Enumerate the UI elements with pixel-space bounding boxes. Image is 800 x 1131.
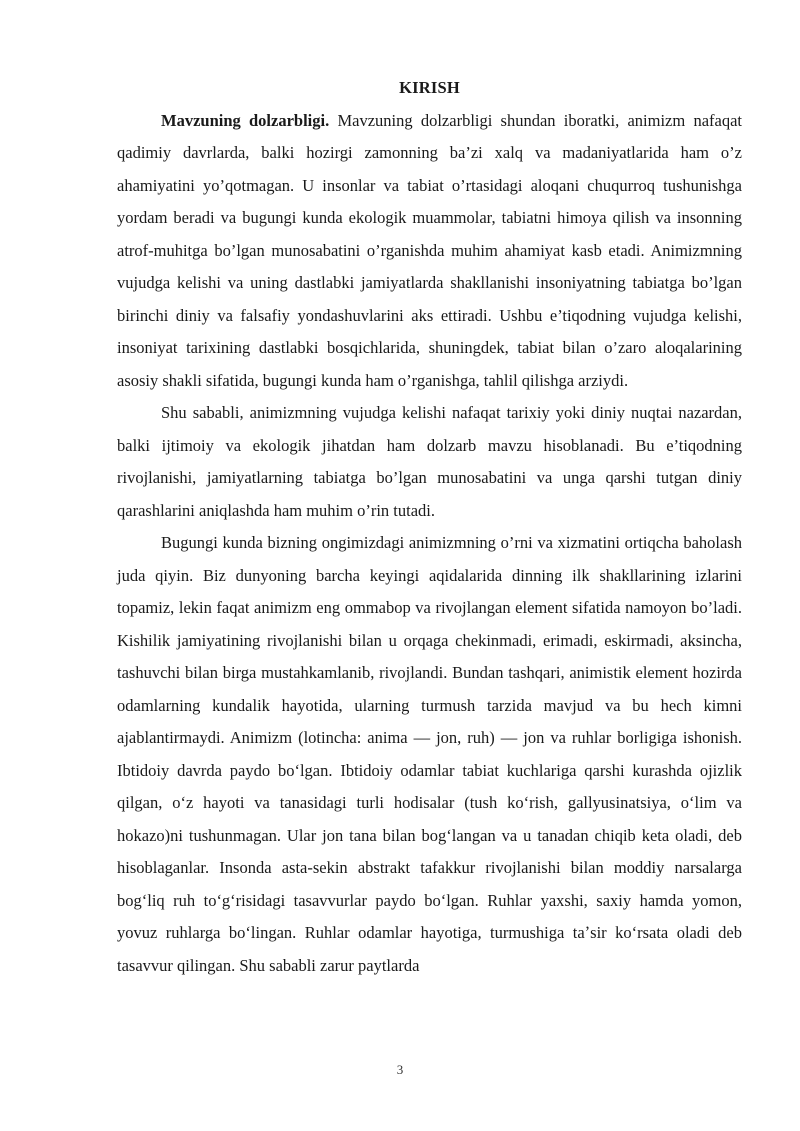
paragraph-text: Shu sababli, animizmning vujudga kelishi nafaqat tarixiy yoki diniy nuqtai nazardan, balki ijtimoiy va ekologik jihatdan ham dolzarb mavzu hisoblanadi. Bu e’tiqodning rivojlanishi, jamiyatlarning tabiatga bo’lgan munosabatini va unga qarshi tutgan diniy qarashlarini aniqlashda ham muhim o’rin tutadi. bbox=[117, 403, 742, 520]
section-title: KIRISH bbox=[399, 78, 460, 97]
paragraph-lead: Mavzuning dolzarbligi. bbox=[161, 110, 330, 130]
page-number: 3 bbox=[396, 1062, 404, 1077]
paragraph-relevance bbox=[117, 105, 742, 398]
page-content bbox=[117, 72, 742, 982]
paragraph-text: Bugungi kunda bizning ongimizdagi animizmning o’rni va xizmatini ortiqcha baholash juda qiyin. Biz dunyoning barcha keyingi aqidalarida dinning ilk shakllarining izlarini topamiz, lekin faqat animizm eng ommabop va rivojlangan element sifatida namoyon bo’ladi. Kishilik jamiyatining rivojlanishi bilan u orqaga chekinmadi, erimadi, eskirmadi, aksincha, tashuvchi bilan birga mustahkamlanib, rivojlandi. Bundan tashqari, animistik element hozirda odamlarning kundalik hayotida, ularning turmush tarzida mavjud va bu hech kimni ajablantirmaydi. Animizm (lotincha: anima — jon, ruh) — jon va ruhlar borligiga ishonish. Ibtidoiy davrda paydo boʻlgan. Ibtidoiy odamlar tabiat kuchlariga qarshi kurashda ojizlik qilgan, oʻz hayoti va tanasidagi turli hodisalar (tush koʻrish, gallyusinatsiya, oʻlim va hokazo)ni tushunmagan. Ular jon tana bilan bogʻlangan va u tanadan chiqib keta oladi, deb hisoblaganlar. Insonda asta-sekin abstrakt tafakkur rivojlanishi bilan moddiy narsalarga bogʻliq ruh toʻgʻrisidagi tasavvurlar paydo boʻlgan. Ruhlar yaxshi, saxiy hamda yomon, yovuz ruhlarga boʻlingan. Ruhlar odamlar hayotiga, turmushiga taʼsir koʻrsata oladi deb tasavvur qilingan. Shu sababli zarur paytlarda bbox=[117, 533, 742, 975]
paragraph-text: Mavzuning dolzarbligi shundan iboratki, animizm nafaqat qadimiy davrlarda, balki hozirgi zamonning ba’zi xalq va madaniyatlarida ham o’z ahamiyatini yo’qotmagan. U insonlar va tabiat o’rtasidagi aloqani chuqurroq tushunishga yordam beradi va bugungi kunda ekologik muammolar, tabiatni himoya qilish va insonning atrof-muhitga bo’lgan munosabatini o’rganishda muhim ahamiyat kasb etadi. Animizmning vujudga kelishi va uning dastlabki jamiyatlarda shakllanishi insoniyatning tabiatga bo’lgan birinchi diniy va falsafiy yondashuvlarini aks ettiradi. Ushbu e’tiqodning vujudga kelishi, insoniyat tarixining dastlabki bosqichlarida, shuningdek, tabiat bilan o’zaro aloqalarining asosiy shakli sifatida, bugungi kunda ham o’rganishga, tahlil qilishga arziydi. bbox=[117, 110, 742, 390]
